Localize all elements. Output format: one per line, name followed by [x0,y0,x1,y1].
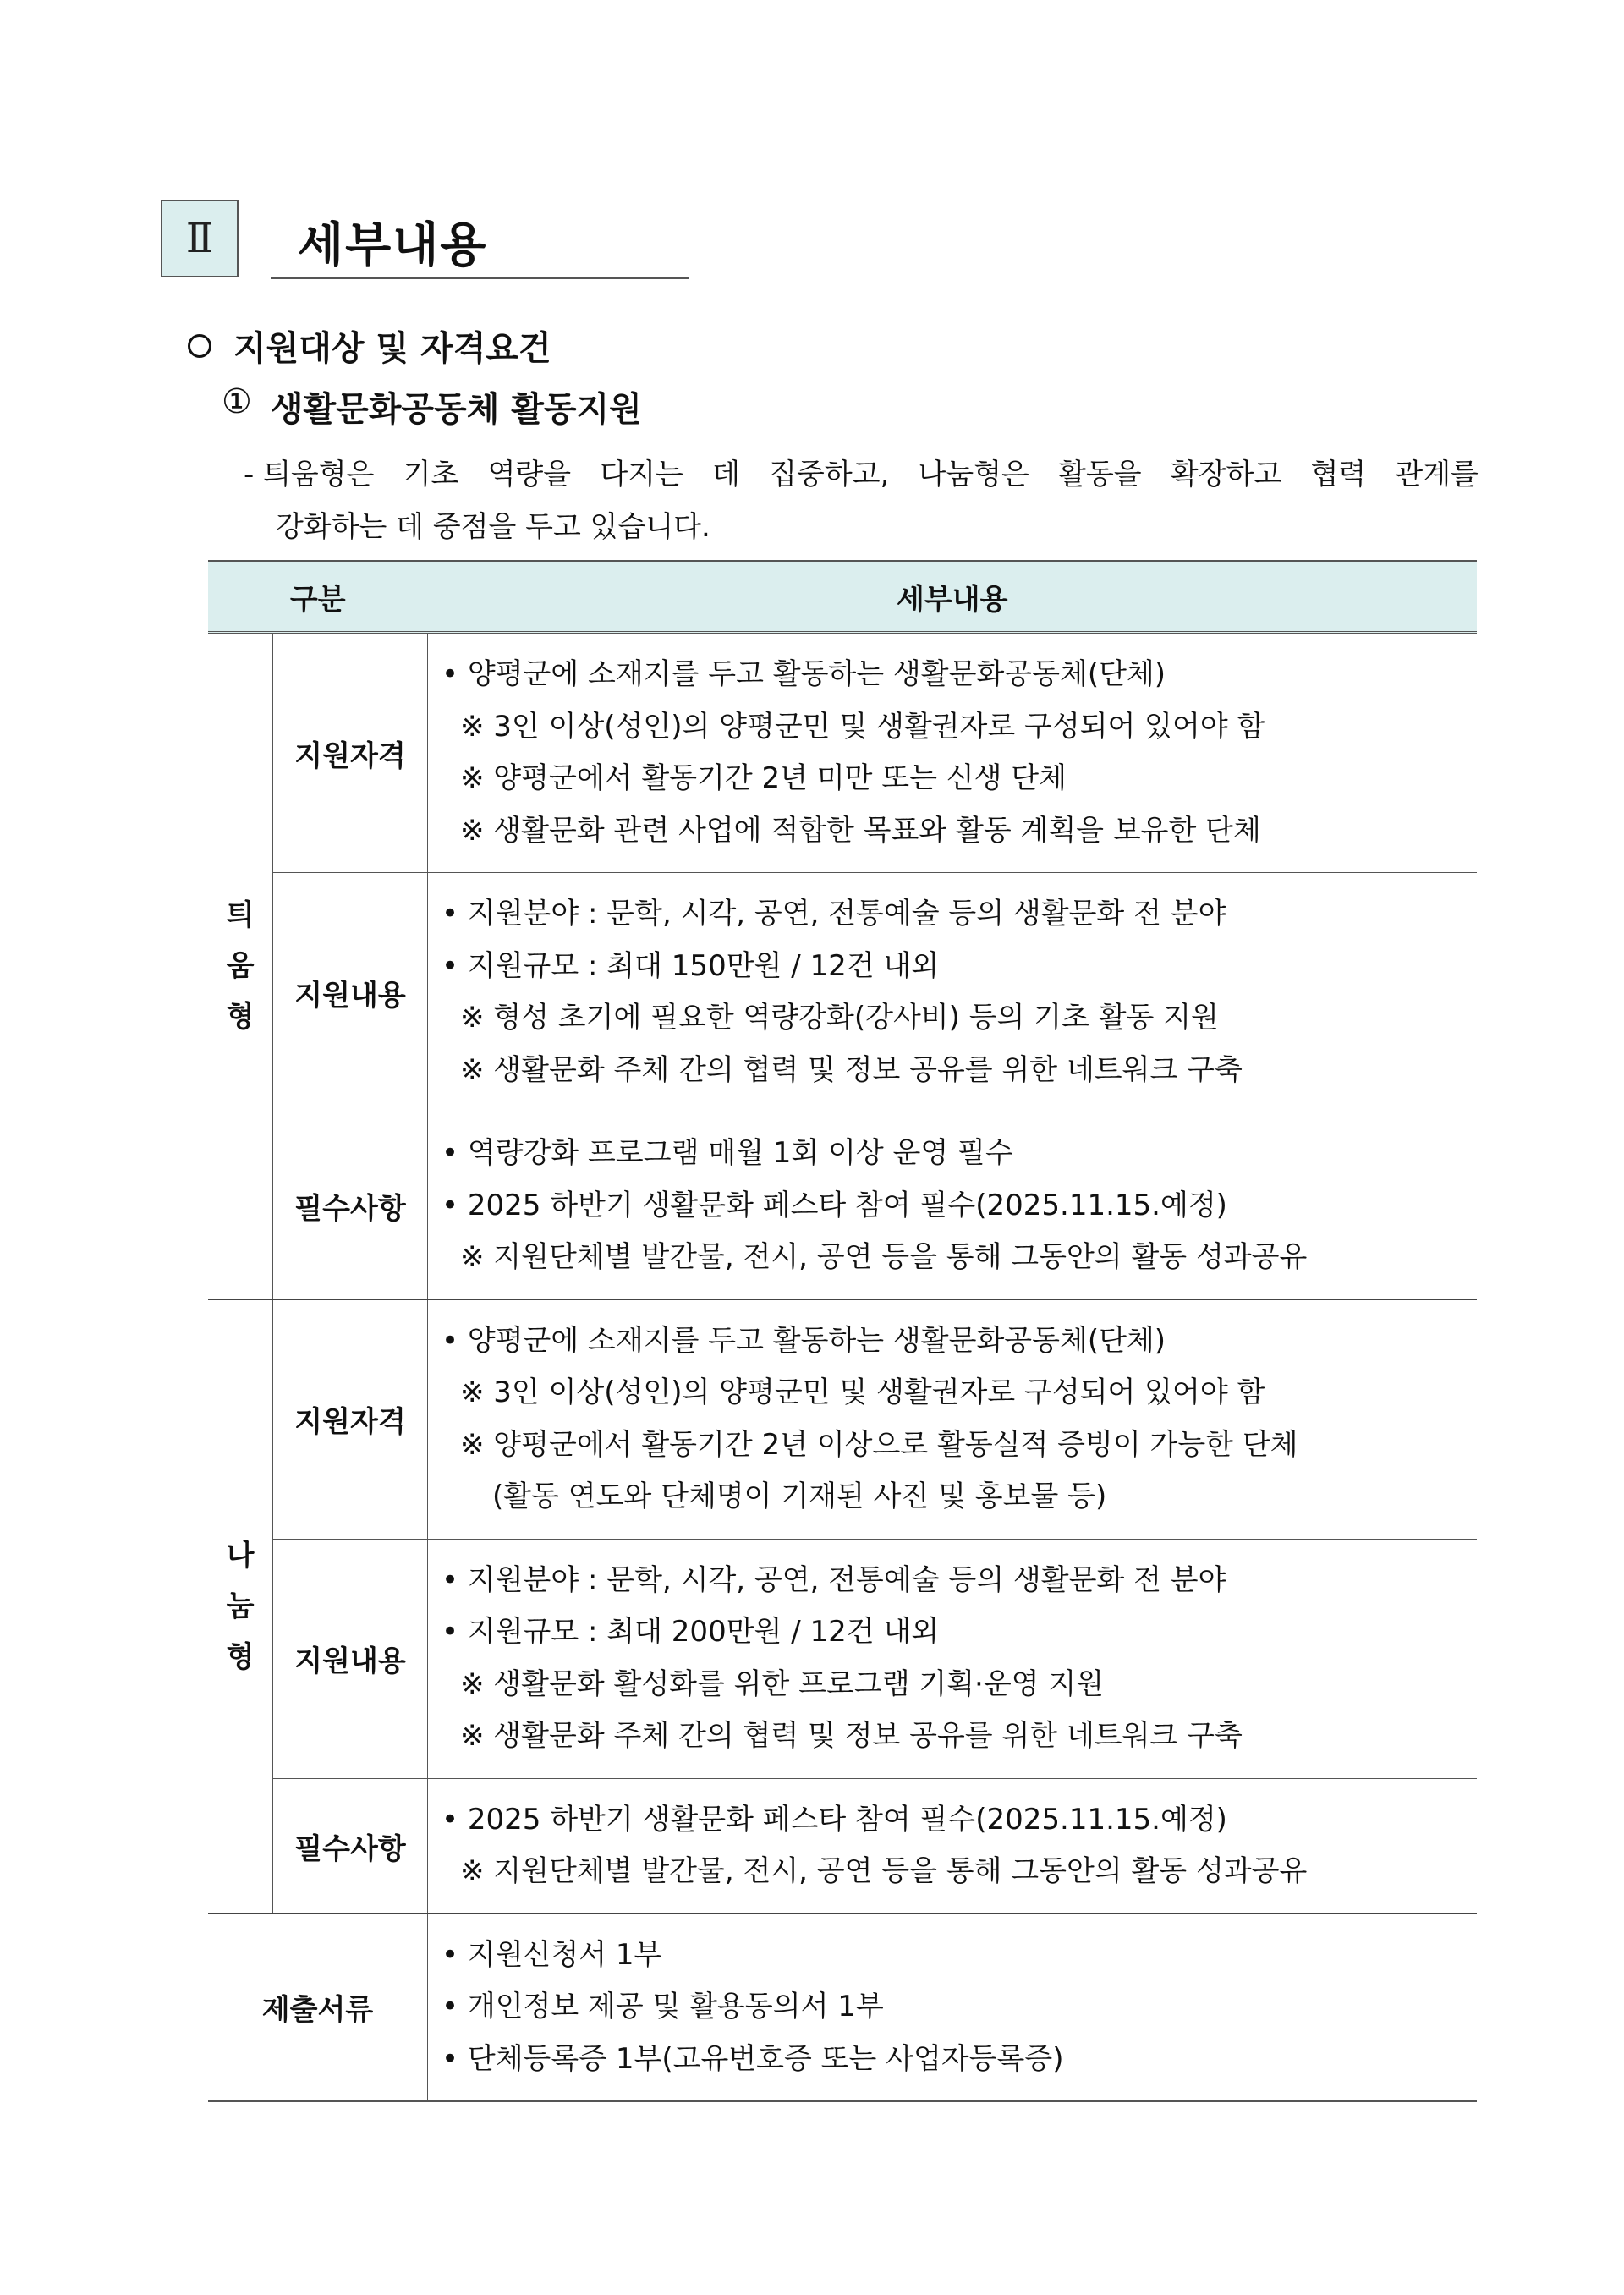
detail-line: • 지원분야 : 문학, 시각, 공연, 전통예술 등의 생활문화 전 분야 [442,897,1226,931]
type-char: 눔 [226,1589,255,1623]
detail-note: ※ 양평군에서 활동기간 2년 미만 또는 신생 단체 [460,761,1067,795]
table-row [208,633,1477,873]
documents-details [428,1913,1478,2101]
detail-line: • 양평군에 소재지를 두고 활동하는 생활문화공동체(단체) [442,657,1166,691]
section-number-badge: Ⅱ [161,200,239,277]
hollow-circle-bullet-icon [188,334,211,358]
intro-word: 협력 [1310,458,1367,491]
detail-note: ※ 양평군에서 활동기간 2년 이상으로 활동실적 증빙이 가능한 단체 [460,1427,1298,1462]
row-label: 필수사항 [273,1778,428,1913]
detail-line: • 단체등록증 1부(고유번호증 또는 사업자등록증) [442,2041,1064,2076]
subheading-number: ① [222,382,252,421]
row-label: 지원자격 [273,1299,428,1539]
detail-note: ※ 형성 초기에 필요한 역량강화(강사비) 등의 기초 활동 지원 [460,1001,1219,1035]
row-label: 지원내용 [273,1539,428,1778]
detail-note-continued: (활동 연도와 단체명이 기재된 사진 및 홍보물 등) [492,1480,1107,1513]
intro-word: 기초 [403,458,459,491]
header-details: 세부내용 [428,561,1478,633]
type-char: 형 [226,1000,255,1035]
row-label: 지원자격 [273,633,428,873]
detail-line: • 2025 하반기 생활문화 페스타 참여 필수(2025.11.15.예정) [442,1188,1227,1222]
row-label: 지원내용 [273,873,428,1112]
intro-word: 데 [712,458,740,491]
subheading-text: 생활문화공동체 활동지원 [270,390,642,429]
intro-word: - 틔움형은 [244,458,375,491]
detail-line: • 지원분야 : 문학, 시각, 공연, 전통예술 등의 생활문화 전 분야 [442,1562,1226,1597]
intro-line-1 [244,448,1479,501]
intro-word: 확장하고 [1170,458,1282,491]
intro-word: 관계를 [1395,458,1479,491]
table-row [208,1913,1477,2101]
intro-word: 다지는 [600,458,683,491]
row-details [428,633,1478,873]
detail-note: ※ 생활문화 활성화를 위한 프로그램 기획·운영 지원 [460,1666,1105,1701]
detail-line: • 지원신청서 1부 [442,1937,662,1972]
intro-word: 활동을 [1058,458,1142,491]
type-char: 틔 [226,898,255,933]
table-row [208,1778,1477,1913]
detail-note: ※ 3인 이상(성인)의 양평군민 및 생활권자로 구성되어 있어야 함 [460,709,1265,744]
table-row [208,1539,1477,1778]
detail-note: ※ 3인 이상(성인)의 양평군민 및 생활권자로 구성되어 있어야 함 [460,1375,1265,1409]
row-details [428,1112,1478,1300]
detail-line: • 양평군에 소재지를 두고 활동하는 생활문화공동체(단체) [442,1323,1166,1358]
section-title-underline [271,277,689,279]
heading-eligibility [188,321,551,370]
heading-eligibility-text: 지원대상 및 자격요건 [233,329,551,368]
header-category: 구분 [208,561,428,633]
row-details [428,1539,1478,1778]
detail-line: • 역량강화 프로그램 매월 1회 이상 운영 필수 [442,1136,1013,1170]
row-details [428,873,1478,1112]
section-title: 세부내용 [298,218,488,273]
table-row [208,1299,1477,1539]
detail-line: • 지원규모 : 최대 150만원 / 12건 내외 [442,948,940,983]
documents-label: 제출서류 [208,1913,428,2101]
intro-word: 나눔형은 [918,458,1029,491]
intro-line-2: 강화하는 데 중점을 두고 있습니다. [276,510,710,544]
table-row [208,1112,1477,1300]
row-details [428,1299,1478,1539]
detail-note: ※ 지원단체별 발간물, 전시, 공연 등을 통해 그동안의 활동 성과공유 [460,1240,1308,1274]
table-header-row [208,561,1477,633]
type-cell-tium [208,633,273,1300]
intro-word: 역량을 [487,458,572,491]
detail-line: • 지원규모 : 최대 200만원 / 12건 내외 [442,1615,940,1649]
detail-line: • 개인정보 제공 및 활용동의서 1부 [442,1990,884,2023]
detail-line: • 2025 하반기 생활문화 페스타 참여 필수(2025.11.15.예정) [442,1802,1227,1837]
detail-note: ※ 생활문화 주체 간의 협력 및 정보 공유를 위한 네트워크 구축 [460,1052,1243,1087]
row-label: 필수사항 [273,1112,428,1300]
type-cell-nanum [208,1299,273,1913]
detail-note: ※ 생활문화 주체 간의 협력 및 정보 공유를 위한 네트워크 구축 [460,1719,1243,1753]
detail-note: ※ 지원단체별 발간물, 전시, 공연 등을 통해 그동안의 활동 성과공유 [460,1854,1308,1888]
row-details [428,1778,1478,1913]
type-char: 형 [226,1640,255,1674]
support-details-table [208,560,1477,2102]
intro-word: 집중하고, [769,458,890,491]
detail-note: ※ 생활문화 관련 사업에 적합한 목표와 활동 계획을 보유한 단체 [460,813,1261,848]
type-char: 나 [226,1539,255,1573]
type-char: 움 [226,949,255,984]
table-row [208,873,1477,1112]
intro-paragraph [244,448,1479,553]
subheading-program [222,382,642,431]
